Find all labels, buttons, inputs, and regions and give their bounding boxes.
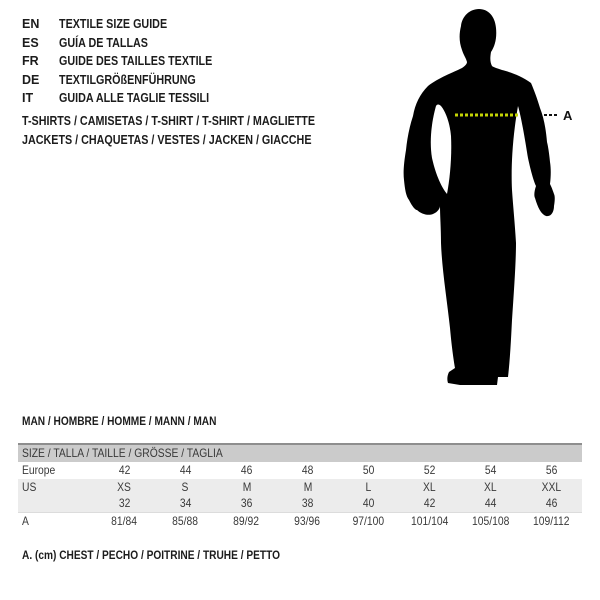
cell: 54 [484,463,497,477]
man-silhouette [404,9,555,385]
garment-categories [22,112,363,150]
cell: 93/96 [294,514,321,528]
cell: 44 [179,463,192,477]
lang-label: GUIDE DES TAILLES TEXTILE [59,54,213,69]
category-line-tshirts: T-SHIRTS / CAMISETAS / T-SHIRT / T-SHIRT / MAGLIETTE [22,114,316,128]
lang-code: IT [22,91,34,106]
cell: 109/112 [533,514,570,528]
man-silhouette-figure [388,0,593,405]
cell: 32 [118,496,131,510]
lang-row-fr [22,52,237,71]
category-line-jackets: JACKETS / CHAQUETAS / VESTES / JACKEN / GIACCHE [22,133,312,147]
cell: 89/92 [233,514,260,528]
table-row-europe [18,462,582,479]
lang-code: FR [22,54,39,69]
lang-code: ES [22,35,39,50]
lang-code: EN [22,17,40,31]
cell: M [242,480,251,494]
size-table-header-text: SIZE / TALLA / TAILLE / GRÖSSE / TAGLIA [22,446,223,460]
cell: 101/104 [410,514,449,528]
cell: XXL [541,480,562,494]
row-label: Europe [22,463,56,477]
lang-label: TEXTILE SIZE GUIDE [59,17,168,31]
cell: M [303,480,312,494]
cell: 105/108 [471,514,510,528]
lang-row-it [22,89,237,108]
cell: 42 [423,496,436,510]
row-label: US [22,480,37,494]
lang-row-de [22,71,237,90]
lang-label: GUÍA DE TALLAS [59,35,148,50]
size-table-header [18,445,582,462]
row-label [18,495,94,512]
cell: 50 [362,463,375,477]
section-title-man [22,414,248,428]
cell: XS [117,480,132,494]
cell: XL [423,480,436,494]
cell: 97/100 [352,514,385,528]
table-row-alt-size [18,495,582,512]
cell: 34 [179,496,192,510]
cell: 46 [240,463,253,477]
cell: 36 [240,496,253,510]
table-row-chest-cm [18,512,582,530]
cell: 48 [301,463,314,477]
table-row-us [18,479,582,495]
lang-row-es [22,34,237,53]
lang-label: TEXTILGRÖßENFÜHRUNG [59,72,196,87]
cell: 56 [545,463,558,477]
lang-row-en [22,15,237,34]
cell: 40 [362,496,375,510]
cell: S [182,480,189,494]
language-guide-list [22,15,237,108]
cell: XL [484,480,497,494]
measurement-footnote-text: A. (cm) CHEST / PECHO / POITRINE / TRUHE / PETTO [22,548,280,562]
cell: 42 [118,463,131,477]
cell: 52 [423,463,436,477]
row-label: A [22,514,29,528]
cell: 46 [545,496,558,510]
cell: L [365,480,372,494]
section-title-text: MAN / HOMBRE / HOMME / MANN / MAN [22,414,217,428]
cell: 85/88 [172,514,199,528]
lang-label: GUIDA ALLE TAGLIE TESSILI [59,91,210,106]
cell: 44 [484,496,497,510]
cell: 81/84 [111,514,138,528]
lang-code: DE [22,72,40,87]
measure-label-a: A [563,108,573,123]
size-table [18,443,582,530]
measurement-footnote [22,548,322,562]
cell: 38 [301,496,314,510]
